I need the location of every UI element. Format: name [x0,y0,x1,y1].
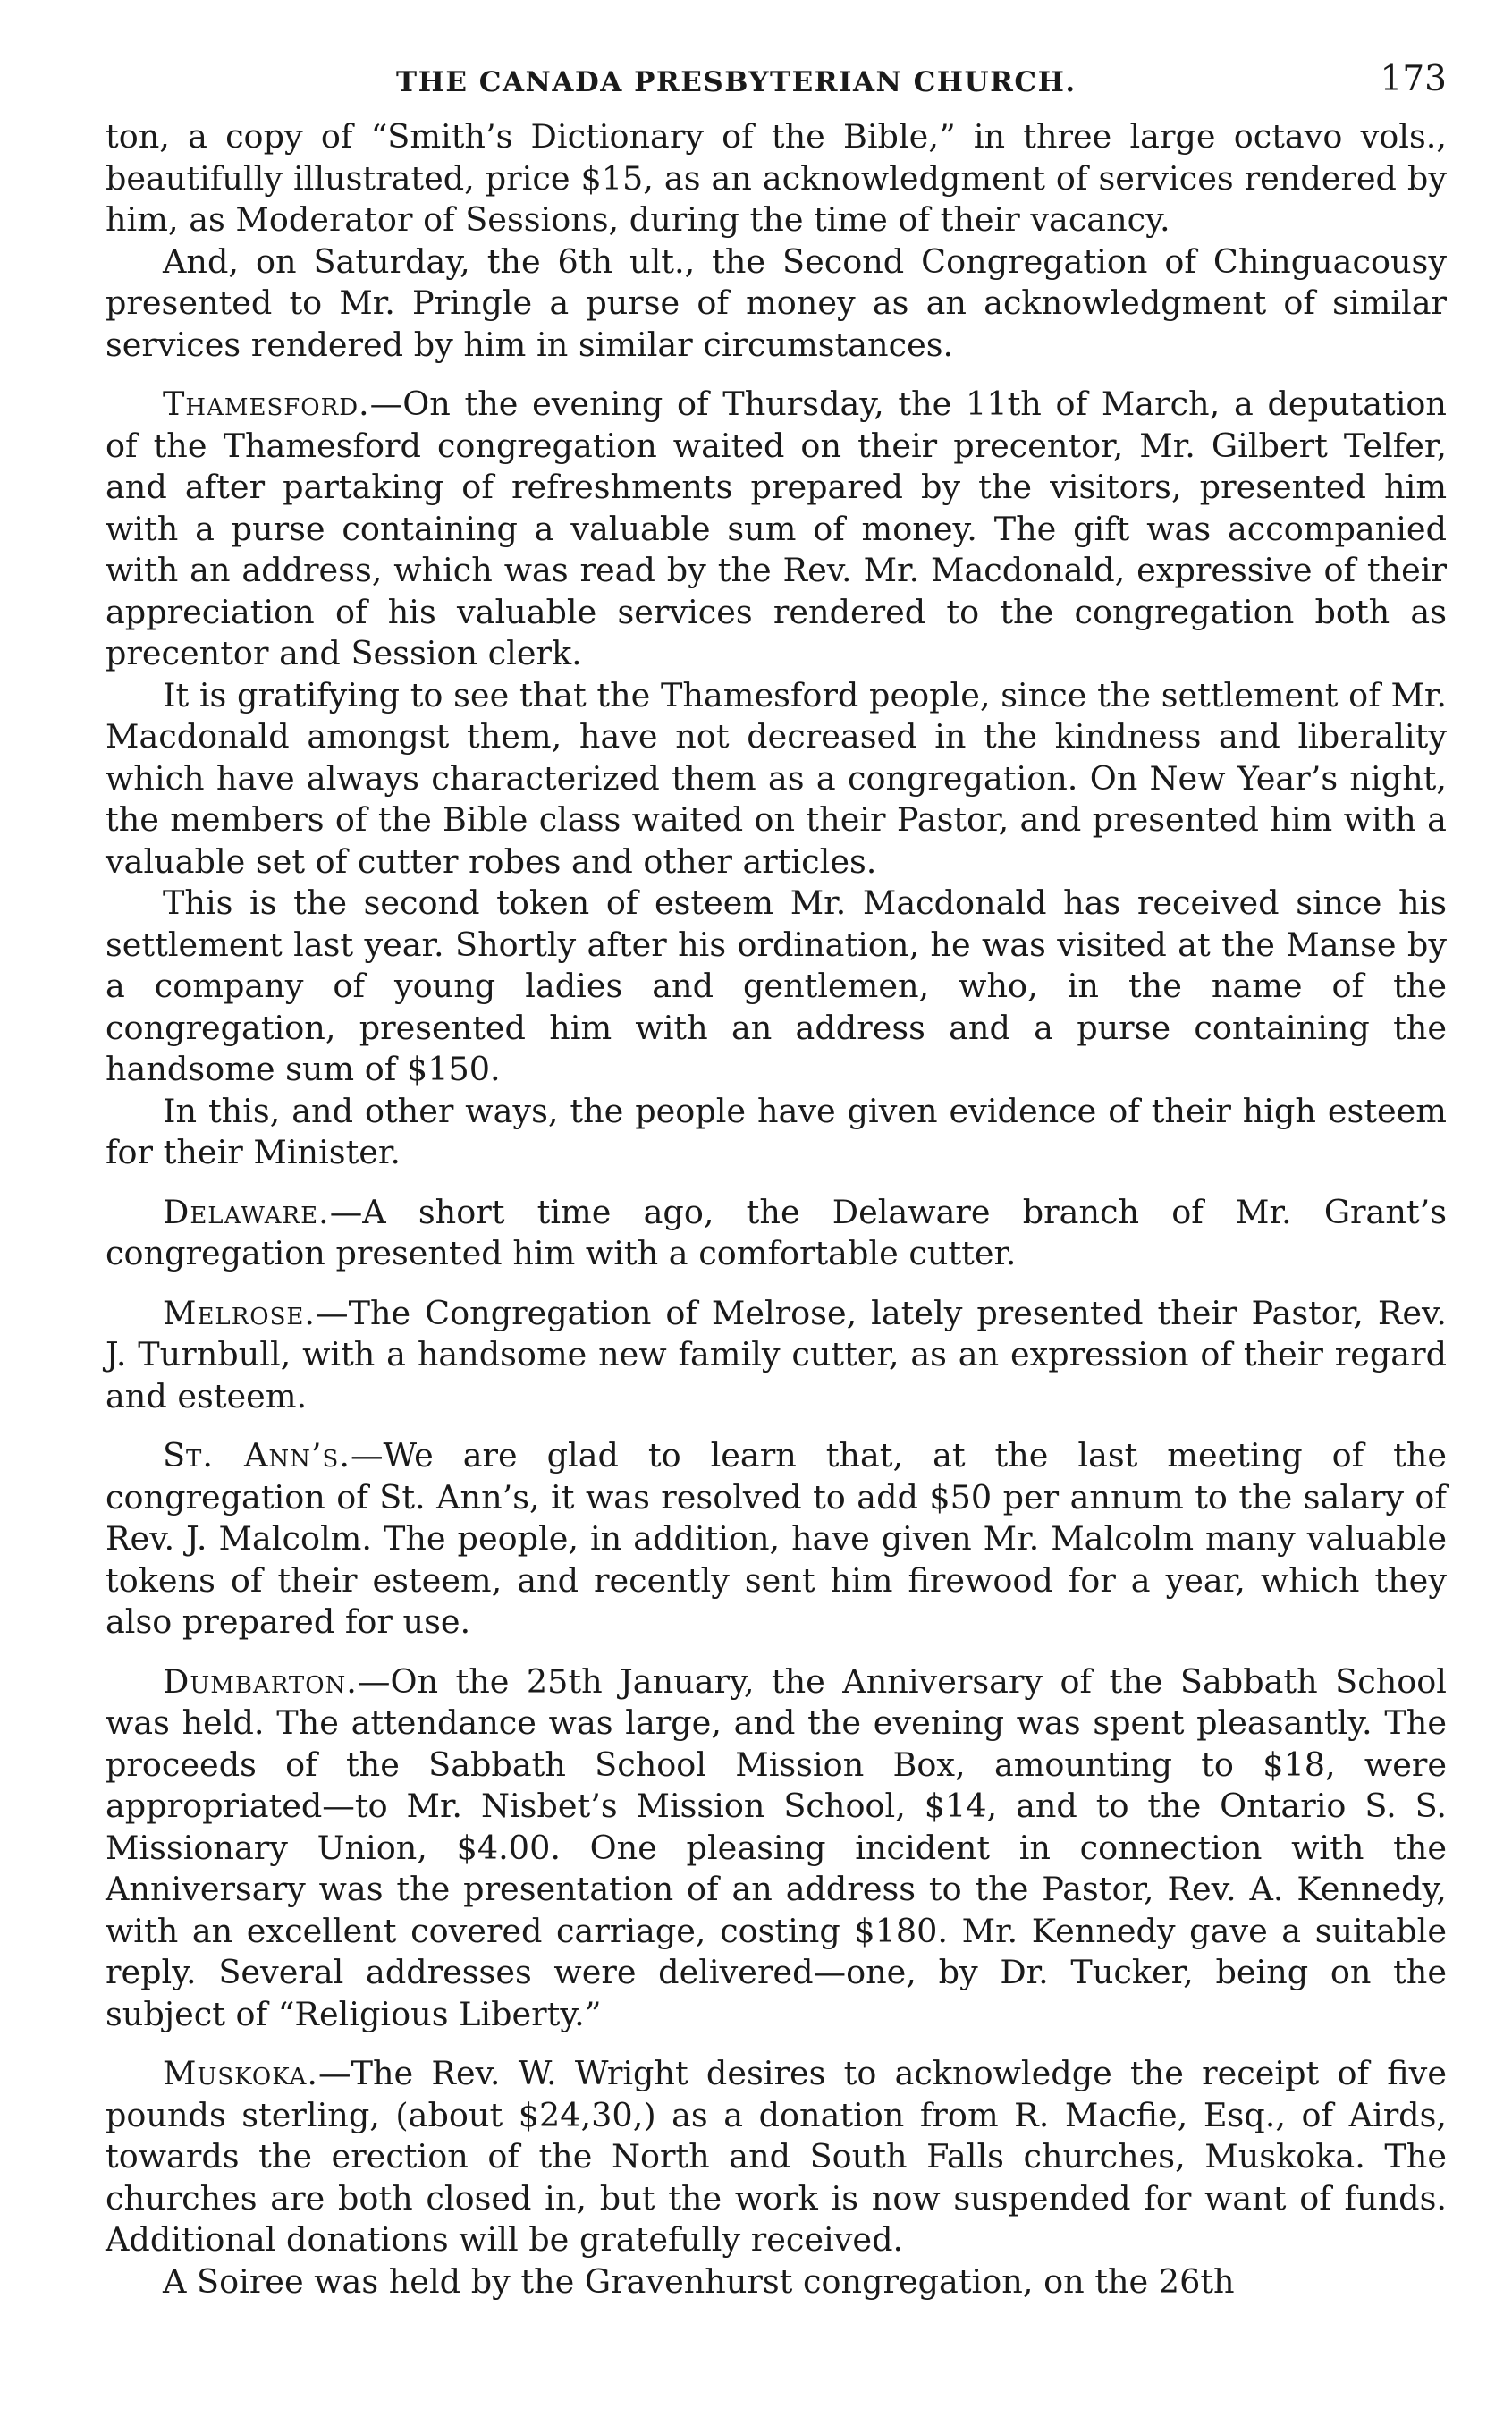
section-heading: Delaware. [163,1192,330,1231]
paragraph: In this, and other ways, the people have given evidence of their high esteem for their Minister. [106,1091,1447,1171]
paragraph: Delaware.—A short time ago, the Delaware branch of Mr. Grant’s congregation presented him with a comfortable cutter. [106,1192,1447,1272]
page-number: 173 [1380,59,1447,99]
paragraph: Melrose.—The Congregation of Melrose, lately presented their Pastor, Rev. J. Turnbull, with a handsome new family cutter, as an expression of their regard and esteem. [106,1293,1447,1415]
paragraph: It is gratifying to see that the Thamesford people, since the settlement of Mr. Macdonald amongst them, have not decreased in the kindness and liberality which have always characterized them as a congregation. On New Year’s night, the members of the Bible class waited on their Pastor, and presented him with a valuable set of cutter robes and other articles. [106,675,1447,881]
paragraph: Thamesford.—On the evening of Thursday, the 11th of March, a deputation of the Thamesford congregation waited on their precentor, Mr. Gilbert Telfer, and after partaking of refreshments prepared by the visitors, presented him with a purse containing a valuable sum of money. The gift was accompanied with an address, which was read by the Rev. Mr. Macdonald, expressive of their appreciation of his valuable services rendered to the congregation both as precentor and Session clerk. [106,384,1447,672]
paragraph: Muskoka.—The Rev. W. Wright desires to acknowledge the receipt of five pounds sterling, (about $24,30,) as a donation from R. Macfie, Esq., of Airds, towards the erection of the North and South Falls churches, Muskoka. The churches are both closed in, but the work is now suspended for want of funds. Additional donations will be gratefully received. [106,2054,1447,2259]
paragraph: Dumbarton.—On the 25th January, the Anniversary of the Sabbath School was held. The attendance was large, and the evening was spent pleasantly. The proceeds of the Sabbath School Mission Box, amounting to $18, were appropriated—to Mr. Nisbet’s Mission School, $14, and to the Ontario S. S. Missionary Union, $4.00. One pleasing incident in connection with the Anniversary was the presentation of an address to the Pastor, Rev. A. Kennedy, with an excellent covered carriage, costing $180. Mr. Kennedy gave a suitable reply. Several addresses were delivered—one, by Dr. Tucker, being on the subject of “Religious Liberty.” [106,1661,1447,2033]
paragraph: And, on Saturday, the 6th ult., the Second Congregation of Chinguacousy presented to Mr. Pringle a purse of money as an acknowledgment of similar services rendered by him in similar circumstances. [106,241,1447,364]
paragraph: A Soiree was held by the Gravenhurst congregation, on the 26th [163,2261,1235,2301]
section-heading: Thamesford. [163,384,370,423]
section-heading: Dumbarton. [163,1661,358,1701]
section-heading: Melrose. [163,1293,317,1332]
running-header [106,54,1447,116]
section-heading: St. Ann’s. [163,1436,351,1474]
running-title: THE CANADA PRESBYTERIAN CHURCH. [396,66,1077,98]
paragraph: St. Ann’s.—We are glad to learn that, at the last meeting of the congregation of St. Ann’s, it was resolved to add $50 per annum to the salary of Rev. J. Malcolm. The people, in addition, have given Mr. Malcolm many valuable tokens of their esteem, and recently sent him firewood for a year, which they also prepared for use. [106,1436,1447,1641]
document-page [106,54,1447,2302]
paragraph: ton, a copy of “Smith’s Dictionary of the Bible,” in three large octavo vols., beautifully illustrated, price $15, as an acknowledgment of services rendered by him, as Moderator of Sessions, during the time of their vacancy. [106,117,1447,239]
body-text [106,116,1447,2302]
paragraph: This is the second token of esteem Mr. Macdonald has received since his settlement last year. Shortly after his ordination, he was visited at the Manse by a company of young ladies and gentlemen, who, in the name of the congregation, presented him with an address and a purse containing the handsome sum of $150. [106,883,1447,1088]
section-heading: Muskoka. [163,2054,318,2092]
